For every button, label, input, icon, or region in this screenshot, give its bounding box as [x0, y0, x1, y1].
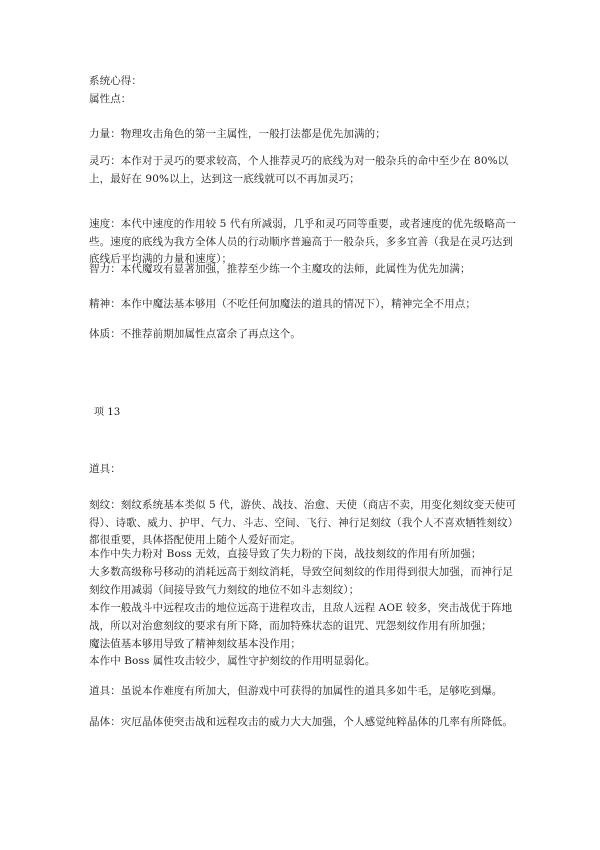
- page-number: 项 13: [94, 407, 121, 418]
- crystal-paragraph: 晶体：灾厄晶体使突击战和远程攻击的威力大大加强，个人感觉纯粹晶体的几率有所降低。: [89, 716, 513, 728]
- attr-strength: 力量：物理攻击角色的第一主属性，一般打法都是优先加满的；: [89, 128, 386, 140]
- engraving-note: 本作中 Boss 属性攻击较少，属性守护刻纹的作用明显弱化。: [89, 655, 376, 667]
- engraving-note: 本作中失力粉对 Boss 无效，直接导致了失力粉的下岗，战技刻纹的作用有所加强；: [89, 548, 482, 560]
- attribute-points-heading: 属性点：: [89, 93, 132, 105]
- section-heading: 系统心得：: [89, 75, 142, 87]
- engraving-note: 大多数高级称号移动的消耗远高于刻纹消耗，导致空间刻纹的作用得到很大加强，而神行足刻纹作用减弱（间接导致气力刻纹的地位不如斗志刻纹）；: [89, 566, 513, 596]
- attr-speed: 速度：本代中速度的作用较 5 代有所减弱，几乎和灵巧同等重要，或者速度的优先级略高一些。速度的底线为我方全体人员的行动顺序普遍高于一般杂兵，多多宜善（我是在灵巧达到底线后平均满的力量和速度）；: [89, 218, 517, 265]
- engraving-note: 本作一般战斗中远程攻击的地位远高于进程攻击，且敌人远程 AOE 较多，突击战优于阵地战，所以对治愈刻纹的要求有所下降，而加特殊状态的诅咒、咒怨刻纹作用有所加强；: [89, 602, 513, 632]
- engraving-intro: 刻纹：刻纹系统基本类似 5 代，游侠、战技、治愈、天使（商店不卖，用变化刻纹变天使可得）、诗歌、威力、护甲、气力、斗志、空间、飞行、神行足刻纹（我个人不喜欢牺牲刻纹）都很重要，具体搭配使用上随个人爱好而定。: [89, 499, 519, 546]
- attr-dexterity: 灵巧：本作对于灵巧的要求较高，个人推荐灵巧的底线为对一般杂兵的命中至少在 80%以上，最好在 90%以上，达到这一底线就可以不再加灵巧；: [89, 155, 509, 185]
- items-heading: 道具：: [89, 463, 121, 475]
- engraving-note: 魔法值基本够用导致了精神刻纹基本没作用；: [89, 638, 301, 650]
- attr-intelligence: 智力：本代魔攻有显著加强，推荐至少练一个主魔攻的法师，此属性为优先加满；: [89, 263, 471, 275]
- attr-constitution: 体质：不推荐前期加属性点富余了再点这个。: [89, 328, 301, 340]
- tools-paragraph: 道具：虽说本作难度有所加大，但游戏中可获得的加属性的道具多如牛毛，足够吃到爆。: [89, 685, 503, 697]
- attr-spirit: 精神：本作中魔法基本够用（不吃任何加魔法的道具的情况下），精神完全不用点；: [89, 298, 476, 310]
